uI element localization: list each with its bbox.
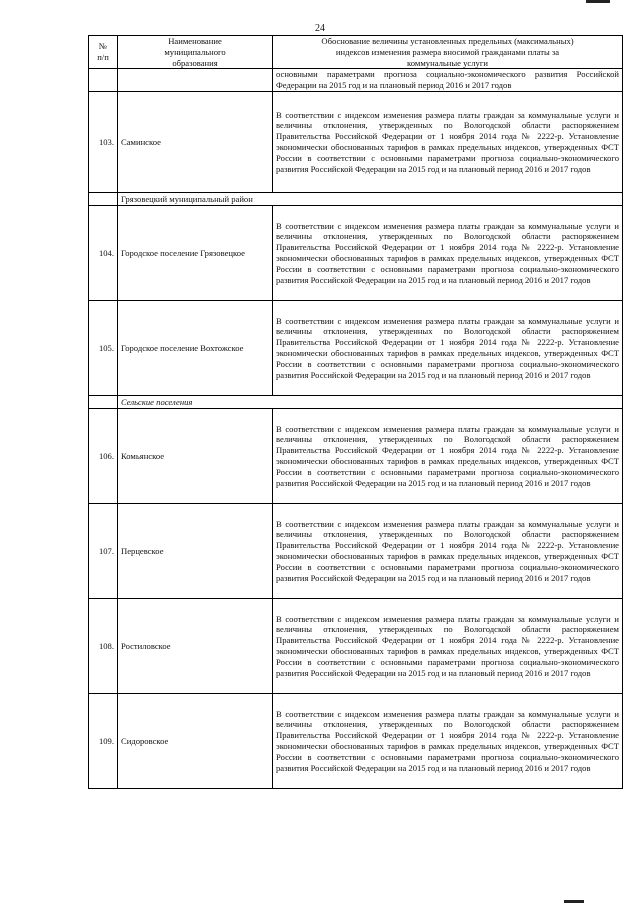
cell-name: Городское поселение Грязовецкое — [118, 205, 273, 300]
cell-basis: основными параметрами прогноза социально-экономического развития Российской Федерации на 2015 год и на плановый период 2016 и 2017 годов — [273, 69, 623, 92]
district-row — [89, 192, 623, 205]
cell-num: 104. — [89, 205, 118, 300]
cell-basis: В соответствии с индексом изменения размера платы граждан за коммунальные услуги и величины отклонения, утвержденных по Вологодской области распоряжением Правительства Российской Федерации от 1 ноября 2014 года № 2222-р. Установление экономически обоснованных тарифов в рамках предельных индексов, утвержденных ФСТ России в соответствии с основными параметрами прогноза социально-экономического развития Российской Федерации на 2015 год и на плановый период 2016 и 2017 годов — [273, 205, 623, 300]
header-name: Наименование муниципального образования — [118, 36, 273, 69]
table-row — [89, 693, 623, 788]
header-num: № п/п — [89, 36, 118, 69]
cell-num — [89, 395, 118, 408]
cell-num: 107. — [89, 503, 118, 598]
cell-num: 106. — [89, 408, 118, 503]
cell-name: Ростиловское — [118, 598, 273, 693]
table-row-continuation — [89, 69, 623, 92]
header-basis: Обоснование величины установленных предельных (максимальных) индексов изменения размера вносимой гражданами платы за коммунальные услуги — [273, 36, 623, 69]
cell-name: Сидоровское — [118, 693, 273, 788]
table-row — [89, 408, 623, 503]
table-row — [89, 205, 623, 300]
cell-num: 103. — [89, 91, 118, 192]
cell-basis: В соответствии с индексом изменения размера платы граждан за коммунальные услуги и величины отклонения, утвержденных по Вологодской области распоряжением Правительства Российской Федерации от 1 ноября 2014 года № 2222-р. Установление экономически обоснованных тарифов в рамках предельных индексов, утвержденных ФСТ России в соответствии с основными параметрами прогноза социально-экономического развития Российской Федерации на 2015 год и на плановый период 2016 и 2017 годов — [273, 598, 623, 693]
cell-basis: В соответствии с индексом изменения размера платы граждан за коммунальные услуги и величины отклонения, утвержденных по Вологодской области распоряжением Правительства Российской Федерации от 1 ноября 2014 года № 2222-р. Установление экономически обоснованных тарифов в рамках предельных индексов, утвержденных ФСТ России в соответствии с основными параметрами прогноза социально-экономического развития Российской Федерации на 2015 год и на плановый период 2016 и 2017 годов — [273, 503, 623, 598]
cell-name: Комьянское — [118, 408, 273, 503]
table-header-row — [89, 36, 623, 69]
cell-basis: В соответствии с индексом изменения размера платы граждан за коммунальные услуги и величины отклонения, утвержденных по Вологодской области распоряжением Правительства Российской Федерации от 1 ноября 2014 года № 2222-р. Установление экономически обоснованных тарифов в рамках предельных индексов, утвержденных ФСТ России в соответствии с основными параметрами прогноза социально-экономического развития Российской Федерации на 2015 год и на плановый период 2016 и 2017 годов — [273, 408, 623, 503]
section-row — [89, 395, 623, 408]
cell-basis: В соответствии с индексом изменения размера платы граждан за коммунальные услуги и величины отклонения, утвержденных по Вологодской области распоряжением Правительства Российской Федерации от 1 ноября 2014 года № 2222-р. Установление экономически обоснованных тарифов в рамках предельных индексов, утвержденных ФСТ России в соответствии с основными параметрами прогноза социально-экономического развития Российской Федерации на 2015 год и на плановый период 2016 и 2017 годов — [273, 300, 623, 395]
cell-num: 109. — [89, 693, 118, 788]
table-row — [89, 503, 623, 598]
cell-name: Городское поселение Вохтожское — [118, 300, 273, 395]
cell-name — [118, 69, 273, 92]
cell-name: Перцевское — [118, 503, 273, 598]
scan-mark — [586, 0, 610, 3]
cell-basis: В соответствии с индексом изменения размера платы граждан за коммунальные услуги и величины отклонения, утвержденных по Вологодской области распоряжением Правительства Российской Федерации от 1 ноября 2014 года № 2222-р. Установление экономически обоснованных тарифов в рамках предельных индексов, утвержденных ФСТ России в соответствии с основными параметрами прогноза социально-экономического развития Российской Федерации на 2015 год и на плановый период 2016 и 2017 годов — [273, 693, 623, 788]
scan-mark — [564, 900, 584, 903]
cell-num — [89, 192, 118, 205]
cell-num: 105. — [89, 300, 118, 395]
table-row — [89, 300, 623, 395]
cell-name: Саминское — [118, 91, 273, 192]
table-row — [89, 598, 623, 693]
municipal-index-table — [88, 35, 623, 789]
table-row — [89, 91, 623, 192]
cell-num — [89, 69, 118, 92]
cell-num: 108. — [89, 598, 118, 693]
rural-section-title: Сельские поселения — [118, 395, 623, 408]
district-title: Грязовецкий муниципальный район — [118, 192, 623, 205]
page-number: 24 — [315, 23, 325, 34]
cell-basis: В соответствии с индексом изменения размера платы граждан за коммунальные услуги и величины отклонения, утвержденных по Вологодской области распоряжением Правительства Российской Федерации от 1 ноября 2014 года № 2222-р. Установление экономически обоснованных тарифов в рамках предельных индексов, утвержденных ФСТ России в соответствии с основными параметрами прогноза социально-экономического развития Российской Федерации на 2015 год и на плановый период 2016 и 2017 годов — [273, 91, 623, 192]
